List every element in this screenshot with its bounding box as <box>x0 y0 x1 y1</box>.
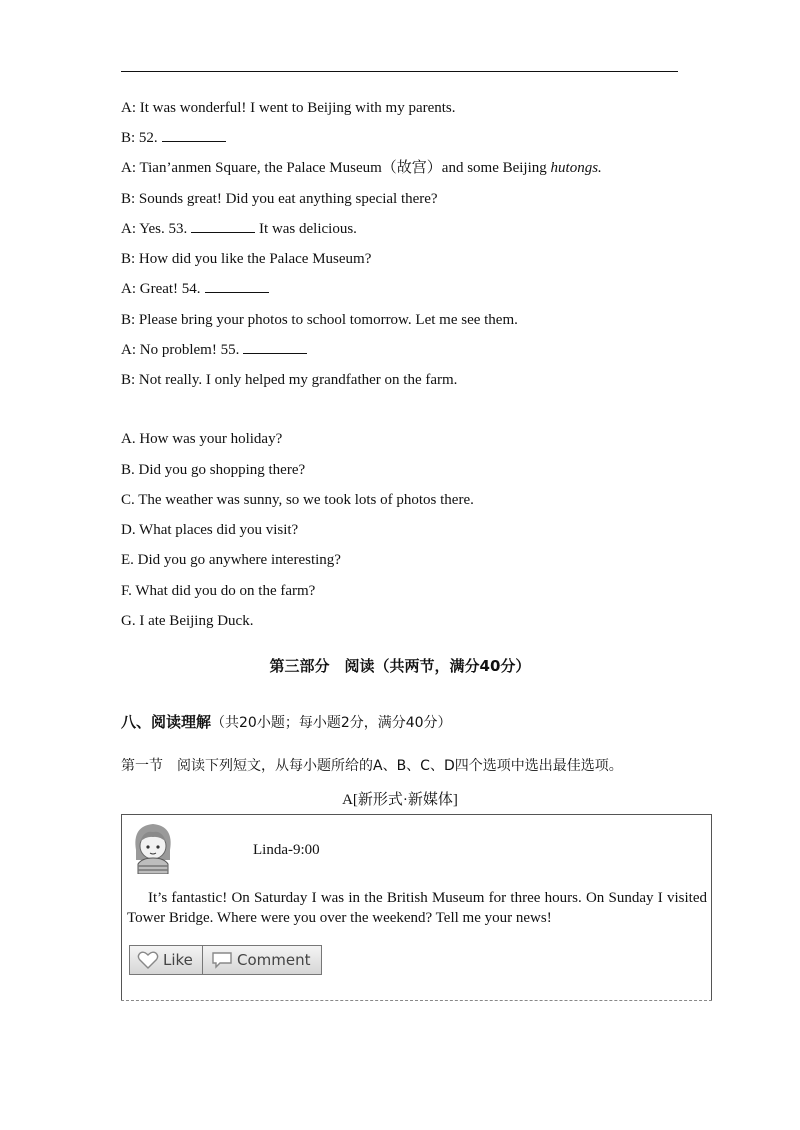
reading-heading <box>121 711 452 732</box>
comment-button[interactable] <box>203 945 322 975</box>
speech-bubble-icon <box>211 951 233 969</box>
dialogue-line-1: A: It was wonderful! I went to Beijing with my parents. <box>121 100 456 116</box>
dialogue-line-10: B: Not really. I only helped my grandfather on the farm. <box>121 372 458 388</box>
like-label: Like <box>163 951 193 969</box>
dialogue-line-2: B: 52. <box>121 129 226 147</box>
passage-title: A[新形式·新媒体] <box>342 792 458 808</box>
answer-blank-53[interactable] <box>191 220 255 233</box>
like-button[interactable] <box>129 945 203 975</box>
option-a: A. How was your holiday? <box>121 431 283 447</box>
answer-blank-52[interactable] <box>162 129 226 142</box>
answer-blank-54[interactable] <box>205 280 269 293</box>
dialogue-line-3: A: Tian’anmen Square, the Palace Museum（故宫）and some Beijing hutongs. <box>121 160 602 176</box>
option-d: D. What places did you visit? <box>121 522 299 538</box>
dialogue-line-7: A: Great! 54. <box>121 280 269 298</box>
option-e: E. Did you go anywhere interesting? <box>121 552 341 568</box>
option-g: G. I ate Beijing Duck. <box>121 613 254 629</box>
avatar-icon <box>130 820 176 874</box>
option-c: C. The weather was sunny, so we took lots of photos there. <box>121 492 474 508</box>
dialogue-line-9: A: No problem! 55. <box>121 341 307 359</box>
card-dashed-border <box>121 1000 712 1001</box>
dialogue-line-8: B: Please bring your photos to school tomorrow. Let me see them. <box>121 312 518 328</box>
option-f: F. What did you do on the farm? <box>121 583 316 599</box>
comment-label: Comment <box>237 951 311 969</box>
dialogue-line-4: B: Sounds great! Did you eat anything special there? <box>121 191 438 207</box>
section-title: 第三部分 阅读（共两节，满分40分） <box>269 657 531 675</box>
heading-detail: （共20小题；每小题2分，满分40分） <box>211 715 452 731</box>
post-text: It’s fantastic! On Saturday I was in the British Museum for three hours. On Sunday I visited Tower Bridge. Where were you over the weekend? Tell me your news! <box>127 890 707 926</box>
header-rule <box>121 71 678 72</box>
post-author-time: Linda-9:00 <box>253 842 320 858</box>
dialogue-line-6: B: How did you like the Palace Museum? <box>121 251 372 267</box>
option-b: B. Did you go shopping there? <box>121 462 306 478</box>
post-actions <box>129 945 322 975</box>
answer-blank-55[interactable] <box>243 341 307 354</box>
heart-icon <box>137 951 159 969</box>
instruction: 第一节 阅读下列短文，从每小题所给的A、B、C、D四个选项中选出最佳选项。 <box>121 758 623 774</box>
heading-main: 八、阅读理解 <box>121 713 212 731</box>
dialogue-line-5: A: Yes. 53. It was delicious. <box>121 221 357 237</box>
